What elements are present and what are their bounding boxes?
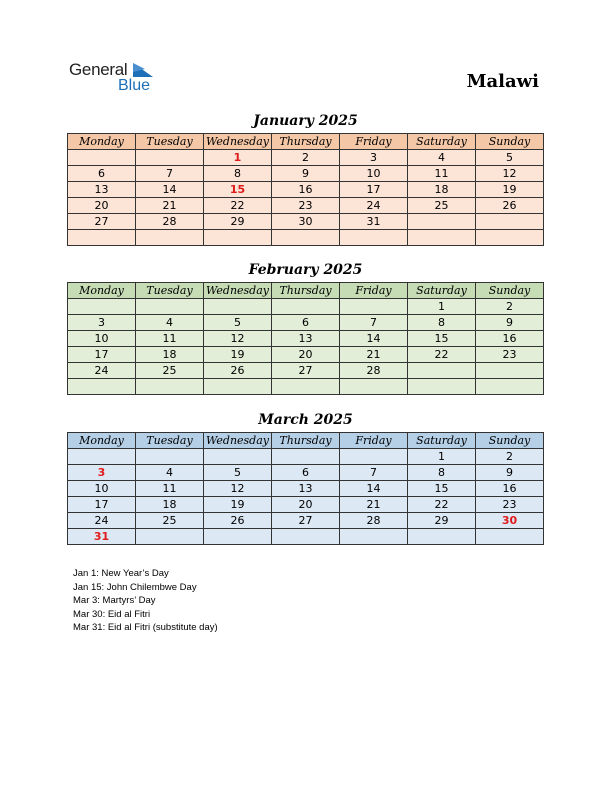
- day-cell: [68, 347, 136, 363]
- day-cell: [476, 347, 544, 363]
- day-number: 16: [502, 331, 517, 345]
- day-cell: [204, 230, 272, 246]
- day-cell: [340, 529, 408, 545]
- day-number: 31: [93, 529, 110, 543]
- day-number: 6: [98, 166, 105, 180]
- day-number: 14: [366, 331, 381, 345]
- day-cell: [408, 449, 476, 465]
- week-row: [68, 315, 544, 331]
- day-number: 16: [298, 182, 313, 196]
- weekday-header: Friday: [340, 134, 408, 150]
- day-cell: [204, 465, 272, 481]
- day-cell: [136, 529, 204, 545]
- day-number: 19: [502, 182, 517, 196]
- day-number: 8: [438, 465, 445, 479]
- day-cell: [68, 481, 136, 497]
- week-row: [68, 497, 544, 513]
- day-cell: [476, 465, 544, 481]
- holiday-day-cell: [68, 465, 136, 481]
- day-number: 14: [366, 481, 381, 495]
- day-cell: [408, 299, 476, 315]
- weekday-header: Thursday: [272, 433, 340, 449]
- day-number: 8: [234, 166, 241, 180]
- day-number: 11: [162, 481, 177, 495]
- day-number: 27: [298, 363, 313, 377]
- day-cell: [272, 150, 340, 166]
- day-number: 2: [302, 150, 309, 164]
- weekday-header: Saturday: [408, 134, 476, 150]
- weekday-header: Thursday: [272, 283, 340, 299]
- weekday-header: Monday: [68, 134, 136, 150]
- day-cell: [136, 230, 204, 246]
- day-number: 29: [434, 513, 449, 527]
- day-number: 27: [94, 214, 109, 228]
- day-cell: [68, 331, 136, 347]
- day-cell: [136, 497, 204, 513]
- day-number: 9: [302, 166, 309, 180]
- day-cell: [476, 449, 544, 465]
- day-cell: [68, 315, 136, 331]
- day-cell: [204, 449, 272, 465]
- day-cell: [408, 513, 476, 529]
- holiday-day-cell: [68, 529, 136, 545]
- weekday-header: Tuesday: [136, 283, 204, 299]
- holiday-list: [73, 567, 218, 635]
- day-number: 10: [366, 166, 381, 180]
- day-number: 21: [366, 347, 381, 361]
- day-number: 5: [234, 315, 241, 329]
- weekday-header: Saturday: [408, 433, 476, 449]
- day-cell: [272, 513, 340, 529]
- day-number: 20: [298, 497, 313, 511]
- day-cell: [272, 465, 340, 481]
- holiday-day-cell: [204, 150, 272, 166]
- week-row: [68, 182, 544, 198]
- day-cell: [476, 230, 544, 246]
- day-cell: [272, 347, 340, 363]
- day-cell: [136, 299, 204, 315]
- day-number: 22: [434, 497, 449, 511]
- day-number: 13: [94, 182, 109, 196]
- day-cell: [408, 214, 476, 230]
- day-number: 18: [162, 347, 177, 361]
- weekday-header: Tuesday: [136, 134, 204, 150]
- day-cell: [408, 363, 476, 379]
- day-cell: [272, 166, 340, 182]
- day-cell: [204, 529, 272, 545]
- day-number: 3: [97, 465, 106, 479]
- day-number: 25: [162, 363, 177, 377]
- day-cell: [408, 150, 476, 166]
- month-title-march: March 2025: [258, 412, 353, 428]
- day-number: 23: [298, 198, 313, 212]
- day-number: 30: [298, 214, 313, 228]
- day-cell: [340, 481, 408, 497]
- day-cell: [408, 379, 476, 395]
- day-cell: [340, 331, 408, 347]
- weekday-header: Friday: [340, 283, 408, 299]
- day-cell: [204, 214, 272, 230]
- weekday-header: Wednesday: [204, 134, 272, 150]
- day-cell: [204, 347, 272, 363]
- day-number: 27: [298, 513, 313, 527]
- day-cell: [340, 465, 408, 481]
- day-number: 20: [94, 198, 109, 212]
- day-number: 2: [506, 299, 513, 313]
- day-cell: [204, 198, 272, 214]
- day-number: 16: [502, 481, 517, 495]
- day-cell: [272, 449, 340, 465]
- logo-flag-icon: [133, 63, 153, 77]
- weekday-header-row: [68, 283, 544, 299]
- day-number: 17: [94, 497, 109, 511]
- logo-text-blue: Blue: [118, 77, 151, 94]
- day-number: 23: [502, 347, 517, 361]
- day-cell: [408, 529, 476, 545]
- day-number: 10: [94, 331, 109, 345]
- day-cell: [476, 497, 544, 513]
- day-cell: [136, 150, 204, 166]
- day-cell: [136, 379, 204, 395]
- day-cell: [476, 150, 544, 166]
- day-number: 3: [98, 315, 105, 329]
- holiday-day-cell: [476, 513, 544, 529]
- day-number: 21: [162, 198, 177, 212]
- weekday-header: Sunday: [476, 283, 544, 299]
- weekday-header: Friday: [340, 433, 408, 449]
- week-row: [68, 347, 544, 363]
- day-cell: [136, 347, 204, 363]
- day-cell: [476, 299, 544, 315]
- weekday-header-row: [68, 433, 544, 449]
- day-cell: [68, 150, 136, 166]
- month-title-january: January 2025: [253, 113, 358, 129]
- day-cell: [68, 182, 136, 198]
- day-number: 15: [434, 331, 449, 345]
- day-cell: [136, 315, 204, 331]
- day-cell: [272, 315, 340, 331]
- weekday-header: Tuesday: [136, 433, 204, 449]
- day-number: 11: [162, 331, 177, 345]
- day-number: 26: [502, 198, 517, 212]
- day-cell: [340, 449, 408, 465]
- week-row: [68, 513, 544, 529]
- weekday-header-row: [68, 134, 544, 150]
- day-cell: [136, 513, 204, 529]
- day-number: 13: [298, 331, 313, 345]
- day-cell: [68, 166, 136, 182]
- day-cell: [204, 331, 272, 347]
- country-title: Malawi: [466, 71, 539, 92]
- day-number: 6: [302, 465, 309, 479]
- day-number: 9: [506, 465, 513, 479]
- day-number: 22: [434, 347, 449, 361]
- day-cell: [408, 497, 476, 513]
- calendar-march: [67, 432, 544, 545]
- day-cell: [204, 513, 272, 529]
- day-number: 5: [506, 150, 513, 164]
- day-number: 21: [366, 497, 381, 511]
- week-row: [68, 481, 544, 497]
- day-cell: [272, 230, 340, 246]
- week-row: [68, 465, 544, 481]
- calendar-february: [67, 282, 544, 395]
- day-number: 25: [434, 198, 449, 212]
- weekday-header: Monday: [68, 283, 136, 299]
- weekday-header: Monday: [68, 433, 136, 449]
- day-cell: [136, 214, 204, 230]
- holiday-item: Mar 3: Martyrs’ Day: [73, 595, 156, 606]
- day-cell: [340, 497, 408, 513]
- day-cell: [408, 230, 476, 246]
- day-number: 3: [370, 150, 377, 164]
- day-cell: [476, 182, 544, 198]
- day-cell: [340, 315, 408, 331]
- day-cell: [476, 529, 544, 545]
- generalblue-logo: [69, 60, 169, 96]
- day-number: 24: [94, 513, 109, 527]
- day-number: 23: [502, 497, 517, 511]
- day-cell: [204, 363, 272, 379]
- day-cell: [476, 315, 544, 331]
- day-cell: [68, 379, 136, 395]
- day-cell: [340, 513, 408, 529]
- day-cell: [476, 379, 544, 395]
- day-cell: [204, 379, 272, 395]
- day-cell: [340, 379, 408, 395]
- day-number: 29: [230, 214, 245, 228]
- day-number: 1: [438, 449, 445, 463]
- weekday-header: Wednesday: [204, 283, 272, 299]
- day-cell: [340, 347, 408, 363]
- weekday-header: Wednesday: [204, 433, 272, 449]
- day-cell: [68, 299, 136, 315]
- day-cell: [476, 363, 544, 379]
- day-cell: [68, 449, 136, 465]
- day-cell: [476, 481, 544, 497]
- day-number: 28: [162, 214, 177, 228]
- day-number: 6: [302, 315, 309, 329]
- day-number: 24: [366, 198, 381, 212]
- day-number: 28: [366, 363, 381, 377]
- day-cell: [476, 214, 544, 230]
- day-cell: [272, 214, 340, 230]
- day-cell: [68, 198, 136, 214]
- logo-text-general: General: [69, 60, 128, 79]
- day-cell: [68, 230, 136, 246]
- day-cell: [476, 331, 544, 347]
- day-number: 26: [230, 513, 245, 527]
- day-number: 22: [230, 198, 245, 212]
- day-number: 9: [506, 315, 513, 329]
- day-number: 5: [234, 465, 241, 479]
- day-number: 30: [501, 513, 518, 527]
- week-row: [68, 166, 544, 182]
- week-row: [68, 150, 544, 166]
- day-cell: [340, 166, 408, 182]
- day-number: 1: [233, 150, 242, 164]
- day-number: 12: [230, 331, 245, 345]
- week-row: [68, 331, 544, 347]
- holiday-item: Mar 30: Eid al Fitri: [73, 608, 151, 620]
- day-number: 26: [230, 363, 245, 377]
- day-number: 13: [298, 481, 313, 495]
- day-cell: [340, 198, 408, 214]
- day-number: 18: [434, 182, 449, 196]
- day-number: 7: [166, 166, 173, 180]
- day-cell: [340, 230, 408, 246]
- week-row: [68, 449, 544, 465]
- week-row: [68, 198, 544, 214]
- day-cell: [408, 465, 476, 481]
- day-cell: [204, 299, 272, 315]
- weekday-header: Saturday: [408, 283, 476, 299]
- day-cell: [408, 481, 476, 497]
- day-number: 17: [94, 347, 109, 361]
- day-cell: [408, 315, 476, 331]
- day-number: 10: [94, 481, 109, 495]
- day-cell: [272, 363, 340, 379]
- day-number: 31: [366, 214, 381, 228]
- holiday-item: Jan 1: New Year’s Day: [73, 568, 169, 579]
- day-number: 4: [166, 465, 173, 479]
- day-number: 24: [94, 363, 109, 377]
- day-cell: [272, 379, 340, 395]
- day-cell: [272, 497, 340, 513]
- day-cell: [340, 299, 408, 315]
- day-cell: [340, 150, 408, 166]
- day-number: 28: [366, 513, 381, 527]
- day-cell: [408, 331, 476, 347]
- day-number: 4: [438, 150, 445, 164]
- day-cell: [136, 166, 204, 182]
- day-cell: [68, 513, 136, 529]
- day-cell: [204, 166, 272, 182]
- holiday-item: Jan 15: John Chilembwe Day: [73, 581, 197, 593]
- day-number: 12: [230, 481, 245, 495]
- day-number: 8: [438, 315, 445, 329]
- day-cell: [340, 182, 408, 198]
- day-number: 15: [434, 481, 449, 495]
- day-number: 4: [166, 315, 173, 329]
- day-number: 17: [366, 182, 381, 196]
- day-number: 19: [230, 347, 245, 361]
- day-cell: [272, 481, 340, 497]
- week-row: [68, 363, 544, 379]
- day-cell: [136, 465, 204, 481]
- day-cell: [476, 198, 544, 214]
- day-cell: [476, 166, 544, 182]
- day-number: 14: [162, 182, 177, 196]
- day-number: 18: [162, 497, 177, 511]
- day-number: 2: [506, 449, 513, 463]
- day-number: 7: [370, 315, 377, 329]
- day-cell: [136, 363, 204, 379]
- day-cell: [340, 363, 408, 379]
- holiday-day-cell: [204, 182, 272, 198]
- day-cell: [136, 198, 204, 214]
- weekday-header: Thursday: [272, 134, 340, 150]
- day-cell: [136, 481, 204, 497]
- day-number: 25: [162, 513, 177, 527]
- day-cell: [68, 497, 136, 513]
- day-cell: [136, 182, 204, 198]
- week-row: [68, 529, 544, 545]
- day-cell: [272, 331, 340, 347]
- holiday-item: Mar 31: Eid al Fitri (substitute day): [73, 622, 218, 633]
- day-cell: [408, 182, 476, 198]
- day-cell: [272, 182, 340, 198]
- day-cell: [408, 198, 476, 214]
- day-cell: [204, 315, 272, 331]
- day-number: 1: [438, 299, 445, 313]
- month-title-february: February 2025: [248, 262, 363, 278]
- weekday-header: Sunday: [476, 433, 544, 449]
- day-cell: [408, 347, 476, 363]
- day-cell: [136, 331, 204, 347]
- day-number: 11: [434, 166, 449, 180]
- day-number: 12: [502, 166, 517, 180]
- day-cell: [408, 166, 476, 182]
- day-cell: [272, 299, 340, 315]
- week-row: [68, 230, 544, 246]
- weekday-header: Sunday: [476, 134, 544, 150]
- day-cell: [68, 363, 136, 379]
- day-cell: [204, 497, 272, 513]
- calendar-january: [67, 133, 544, 246]
- week-row: [68, 379, 544, 395]
- day-number: 15: [229, 182, 246, 196]
- day-cell: [136, 449, 204, 465]
- week-row: [68, 299, 544, 315]
- day-cell: [68, 214, 136, 230]
- day-cell: [204, 481, 272, 497]
- day-number: 7: [370, 465, 377, 479]
- day-number: 19: [230, 497, 245, 511]
- day-number: 20: [298, 347, 313, 361]
- week-row: [68, 214, 544, 230]
- day-cell: [272, 529, 340, 545]
- day-cell: [272, 198, 340, 214]
- day-cell: [340, 214, 408, 230]
